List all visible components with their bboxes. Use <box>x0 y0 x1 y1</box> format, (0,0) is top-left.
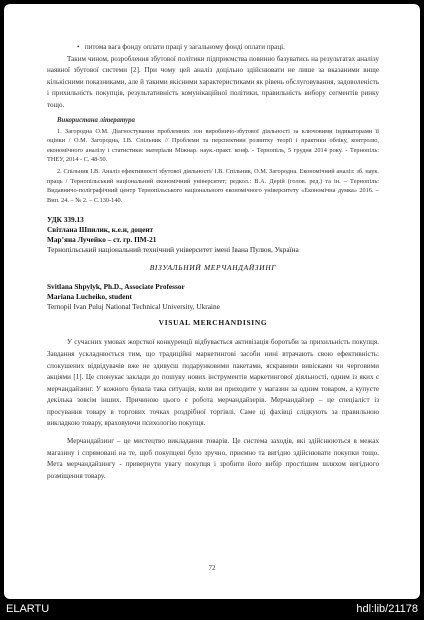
bullet-text: питома вага фонду оплати праці у загальному фонді оплати праці. <box>84 43 285 51</box>
author-2-en: Mariana Lucheiko, student <box>47 292 132 302</box>
conclusion-paragraph: Таким чином, розроблення збутової політики підприємства повинно базуватись на результатах аналізу наявної збутової системи [2]. При чому цей аналіз доцільно здійснювати не лише за вказаними вище кількісними показниками, але й такими якісними характеристиками як рівень обслуговування, задоволеність і прихильність покупців, результативність комунікаційної політики, правильність вибору сегментів ринку тощо. <box>47 54 379 109</box>
affiliation-uk: Тернопільський національний технічний університет імені Івана Пулюя, Україна <box>47 245 299 255</box>
footer-handle: hdl:lib/21178 <box>356 603 418 615</box>
reference-item: 1. Загородна О.М. Діагностування проблемних зон виробничо-збутової діяльності за ключовими індикаторами її оцінки / О.М. Загородна, І.В. Спільник // Проблеми та перспективи розвитку теорії і практики обліку, контролю, економічного аналізу і статистики: матеріали Міжнар. наук.-практ. конф. - Тернопіль, 5 грудня 2014 року. - Тернопіль: ТНЕУ, 2014 - С. 48-50. <box>47 127 379 164</box>
references-heading: Використана література <box>57 116 135 124</box>
udk-code: УДК 339.13 <box>47 215 84 225</box>
author-1-en: Svitlana Shpylyk, Ph.D., Associate Professor <box>47 282 185 292</box>
reference-item: 2. Спільник І.В. Аналіз ефективності збутової діяльності/ І.В. Спільник, О.М. Загородна. Економічний аналіз: зб. наук. праць / Тернопільський національний економічний університет; редкол.: В.А. Дерій (голов. ред.) та ін. – Тернопіль: Видавничо-поліграфічний центр Тернопільського національного економічного університету «Економічна думка» 2016. – Вип. 24. – № 2. – С.130-140. <box>47 167 379 204</box>
footer-repository-name: ELARTU <box>6 603 50 615</box>
bullet-item: • питома вага фонду оплати праці у загальному фонді оплати праці. <box>77 43 285 51</box>
page-number: 72 <box>208 564 216 572</box>
document-page <box>4 4 420 599</box>
page-content <box>47 42 379 482</box>
title-uk: ВІЗУАЛЬНИЙ МЕРЧАНДАЙЗИНГ <box>149 263 277 273</box>
author-2-uk: Мар’яна Лучейко – ст. гр. ПМ-21 <box>47 235 157 245</box>
title-en: VISUAL MERCHANDISING <box>158 318 268 328</box>
affiliation-en: Ternopil Ivan Puluj National Technical University, Ukraine <box>47 302 220 312</box>
body-paragraph-1: У сучасних умовах жорсткої конкуренції відбувається активізація боротьби за прихильність покупця. Завдання ускладнюється тим, що традиційні маркетингові засоби нині втрачають свою ефективність: спокушених відвідувачів вже не здивуєш подарунковими пакетами, яскравими вивісками чи черговими акціями [1]. Це спонукає заклади до пошуку нових інструментів маркетингової діяльності, одним із яких є мерчандайзинг. У кожного бувала така ситуація, коли ви приходите у магазин за одним товаром, а купуєте декілька зовсім інших. Причиною цього є робота мерчандайзерів. Мерчандайзер – це спеціаліст із просування товару в торгових точках роздрібної торгівлі. Саме ці фахівці слідкують за правильною викладкою товару, враховуючи психологію покупця. <box>47 338 379 428</box>
body-paragraph-2: Мерчандайзинг – це мистецтво викладання товарів. Це система заходів, які здійснюються в межах магазину і спрямовані на те, щоб покупцеві було зручно, приємно та вигідно здійснювати покупки тощо. Мета мерчандайзингу - привернути увагу покупця і зробити його вибір простішим шляхом вигідного розміщення товару. <box>47 437 379 480</box>
author-1-uk: Світлана Шпилик, к.е.н, доцент <box>47 225 154 235</box>
